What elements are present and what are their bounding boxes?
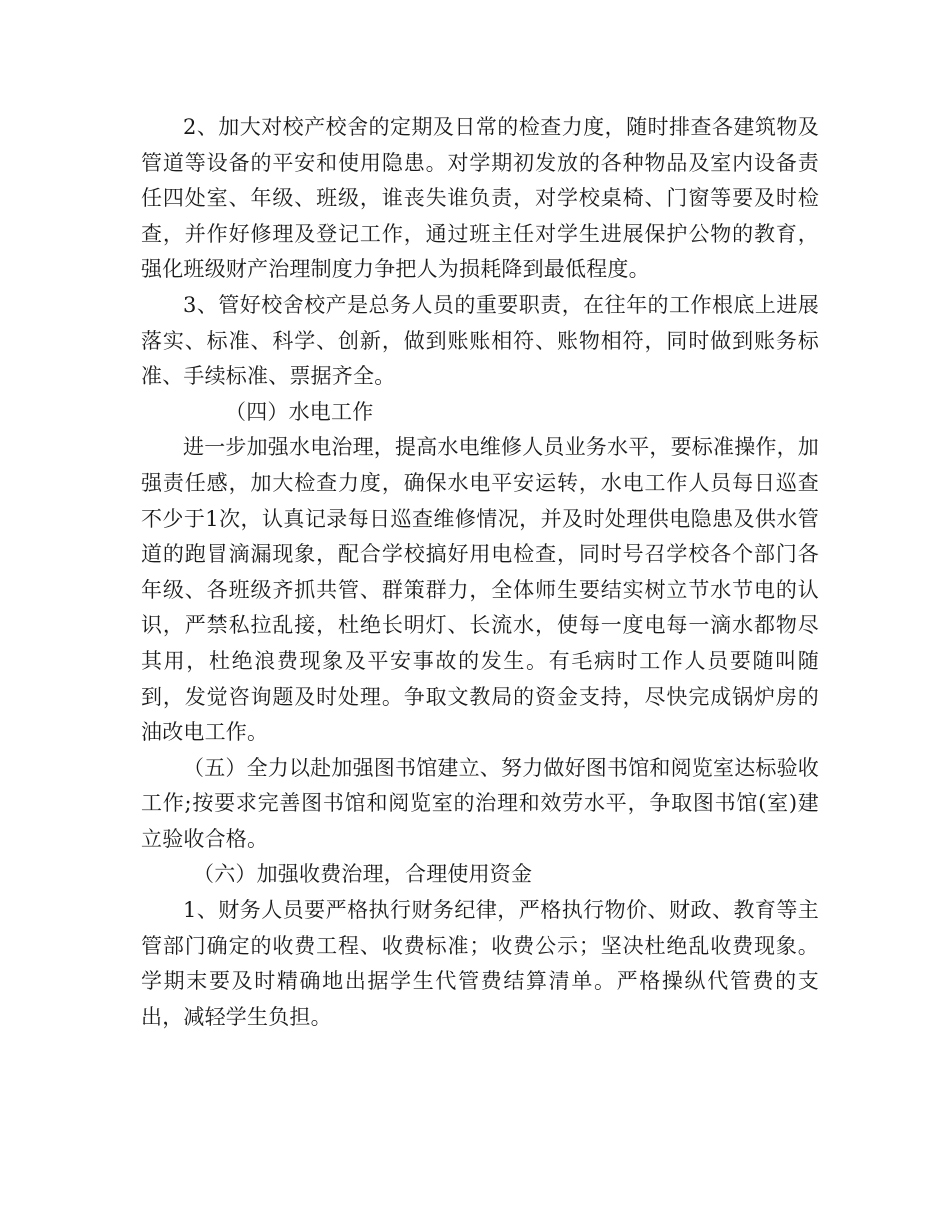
paragraph-water-power: 进一步加强水电治理，提高水电维修人员业务水平，要标准操作，加强责任感，加大检查力度，确保水电平安运转，水电工作人员每日巡查不少于1次，认真记录每日巡查维修情况，并及时处理供电隐患及供水管道的跑冒滴漏现象，配合学校搞好用电检查，同时号召学校各个部门各年级、各班级齐抓共管、群策群力，全体师生要结实树立节水节电的认识，严禁私拉乱接，杜绝长明灯、长流水，使每一度电每一滴水都物尽其用，杜绝浪费现象及平安事故的发生。有毛病时工作人员要随叫随到，发觉咨询题及时处理。争取文教局的资金支持，尽快完成锅炉房的油改电工作。 [141,435,819,745]
paragraph-item-3: 3、管好校舍校产是总务人员的重要职责，在往年的工作根底上进展落实、标准、科学、创新，做到账账相符、账物相符，同时做到账务标准、手续标准、票据齐全。 [141,292,819,389]
paragraph-library: （五）全力以赴加强图书馆建立、努力做好图书馆和阅览室达标验收工作;按要求完善图书馆和阅览室的治理和效劳水平，争取图书馆(室)建立验收合格。 [141,755,819,851]
section-heading-fees: （六）加强收费治理，合理使用资金 [193,862,533,887]
section-heading-water-power: （四）水电工作 [225,399,374,424]
paragraph-item-2: 2、加大对校产校舍的定期及日常的检查力度，随时排查各建筑物及管道等设备的平安和使用隐患。对学期初发放的各种物品及室内设备责任四处室、年级、班级，谁丧失谁负责，对学校桌椅、门窗等要及时检查，并作好修理及登记工作，通过班主任对学生进展保护公物的教育，强化班级财产治理制度力争把人为损耗降到最低程度。 [141,115,819,282]
paragraph-fee-1: 1、财务人员要严格执行财务纪律，严格执行物价、财政、教育等主管部门确定的收费工程、收费标准；收费公示；坚决杜绝乱收费现象。学期末要及时精确地出据学生代管费结算清单。严格操纵代管费的支出，减轻学生负担。 [141,898,819,1029]
document-body [141,110,819,1035]
